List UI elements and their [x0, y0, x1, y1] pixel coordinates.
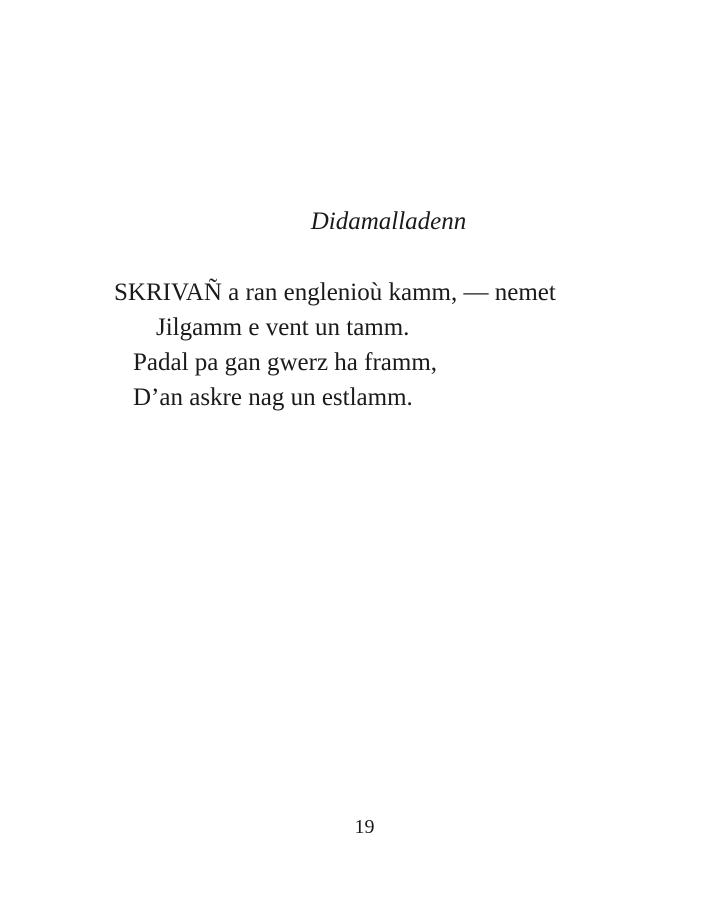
- poem-line-2: Jilgamm e vent un tamm.: [156, 314, 410, 341]
- page-number: 19: [354, 816, 375, 838]
- poem-title: Didamalladenn: [310, 208, 467, 235]
- poem-line-3: Padal pa gan gwerz ha framm,: [133, 349, 438, 376]
- poem-stanza: [114, 275, 556, 415]
- poem-line-4: D’an askre nag un estlamm.: [133, 384, 413, 411]
- poem-line-1: SKRIVAÑ a ran englenioù kamm, — nemet: [114, 279, 556, 306]
